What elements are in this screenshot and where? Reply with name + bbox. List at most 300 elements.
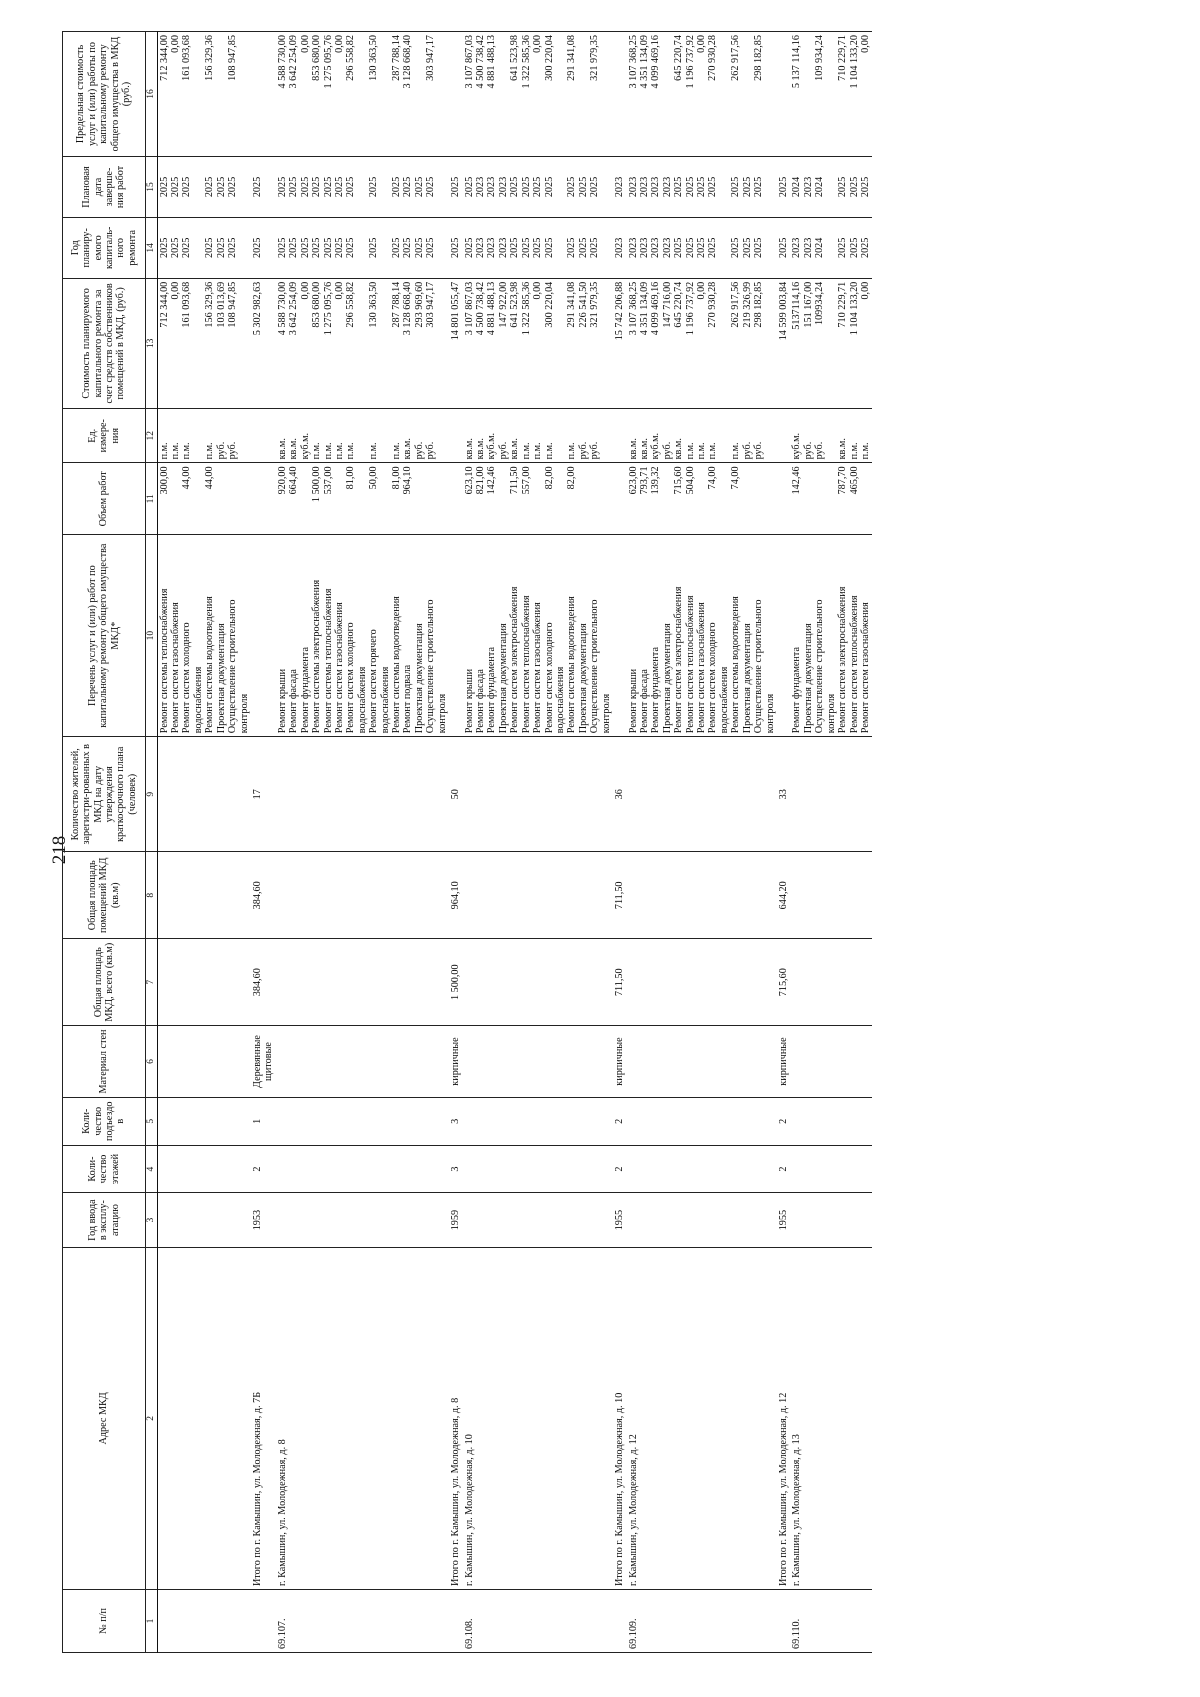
volume-list-line	[170, 466, 181, 531]
total-c7: 715,60	[777, 939, 790, 1026]
works-list-line: Проектная документация	[802, 623, 814, 734]
year-list-line: 2025	[589, 237, 601, 258]
units-list-line: п.м.	[696, 442, 708, 460]
units-list-line	[719, 412, 730, 459]
volume-list-line: 139,32	[650, 466, 662, 495]
empty-cell	[251, 535, 276, 737]
page-number: 218	[49, 835, 70, 865]
units-list-line: п.м.	[391, 442, 403, 460]
year-list-line	[555, 221, 566, 275]
column-number: 5	[146, 1097, 158, 1145]
limit-list-line	[803, 35, 814, 153]
due-list-line: 2025	[730, 176, 742, 198]
record-address	[157, 1247, 251, 1589]
total-c8: 964,10	[449, 852, 462, 939]
units-list-line	[765, 412, 776, 459]
total-c7: 711,50	[613, 939, 626, 1026]
cost-list-line: 3 642 254,09	[288, 281, 300, 336]
empty-cell	[449, 463, 462, 535]
works-list-line: Проектная документация	[215, 623, 227, 734]
column-header: № п/п	[63, 1590, 146, 1653]
limit-list-line: 321 979,35	[589, 35, 601, 81]
year-list-line: 2025	[566, 237, 578, 258]
total-c3: 1959	[449, 1193, 462, 1247]
column-header: Общая площадь МКД, всего (кв.м)	[63, 939, 146, 1026]
volume-list-line: 300,00	[158, 466, 170, 495]
limit-list-line: 291 341,08	[566, 35, 578, 81]
units-list-line: руб.	[413, 441, 425, 460]
due-list-line	[601, 160, 612, 214]
volume-list-line: 44,00	[204, 466, 216, 490]
total-due: 2025	[449, 157, 462, 218]
year-list-line: 2025	[345, 237, 357, 258]
volume-list-line: 537,00	[322, 466, 334, 495]
limit-list-line: 270 930,28	[707, 35, 719, 81]
due-list	[157, 157, 251, 218]
due-list-line: 2025	[425, 176, 437, 198]
volume-list-line: 44,00	[181, 466, 193, 490]
year-list-line: 2025	[402, 237, 414, 258]
cost-list-line: 291 341,08	[566, 281, 578, 328]
volume-list-line: 142,46	[486, 466, 498, 495]
total-c7: 1 500,00	[449, 939, 462, 1026]
total-label: Итого по г. Камышин, ул. Молодежная, д. 10	[613, 1247, 626, 1589]
record-address: г. Камышин, ул. Молодежная, д. 10	[463, 1247, 613, 1589]
volume-list-line: 793,71	[638, 466, 650, 495]
empty-cell	[463, 852, 613, 939]
year-list-line: 2024	[814, 237, 826, 258]
volume-list-line	[380, 466, 391, 531]
works-list-line: Ремонт системы водоотведения	[566, 596, 578, 734]
units-list-line: кв.м.	[463, 438, 475, 460]
due-list-line	[437, 160, 448, 214]
volume-list-line	[334, 466, 345, 531]
cost-list-line: 287 788,14	[391, 281, 403, 328]
works-list-line: контроля	[764, 693, 776, 734]
empty-cell	[449, 409, 462, 463]
total-due: 2023	[613, 157, 626, 218]
limit-list-line: 0,00	[859, 35, 871, 53]
column-number: 1	[146, 1590, 158, 1653]
column-header: Общая площадь помещений МКД (кв.м)	[63, 852, 146, 939]
limit-list-line	[193, 35, 204, 153]
limit-list-line: 4 588 730,00	[276, 35, 288, 89]
volume-list-line	[555, 466, 566, 531]
works-list-line: водоснабжения	[192, 666, 204, 734]
year-list-line: 2025	[170, 237, 182, 258]
empty-cell	[627, 737, 777, 852]
works-list	[627, 535, 777, 737]
works-list-line: Ремонт фундамента	[486, 647, 498, 734]
limit-list-line	[578, 35, 589, 153]
due-list-line: 2023	[627, 176, 639, 198]
empty-cell	[627, 1145, 777, 1193]
units-list-line: кв.м.	[837, 438, 849, 460]
units-list-line: п.м.	[684, 442, 696, 460]
total-year: 2023	[613, 217, 626, 278]
limit-list-line	[826, 35, 837, 153]
volume-list	[276, 463, 449, 535]
year-list-line: 2025	[333, 237, 345, 258]
volume-list-line: 715,60	[673, 466, 685, 495]
due-list-line: 2025	[707, 176, 719, 198]
units-list-line: кв.м.	[673, 438, 685, 460]
works-list-line: Проектная документация	[577, 623, 589, 734]
works-list-line: водоснабжения	[356, 666, 368, 734]
record-detail-row	[627, 32, 777, 1653]
cost-list-line: 0,00	[696, 281, 708, 300]
cost-list-line: 712 344,00	[158, 281, 170, 328]
year-list-line	[193, 221, 204, 275]
works-list-line: Ремонт систем холодного	[181, 622, 193, 734]
year-list-line: 2025	[837, 237, 849, 258]
volume-list-line	[814, 466, 825, 531]
empty-cell	[276, 939, 449, 1026]
year-list-line: 2025	[311, 237, 323, 258]
units-list-line	[239, 412, 250, 459]
volume-list-line	[589, 466, 600, 531]
works-list-line: Осуществление строительного	[814, 599, 826, 734]
capital-repair-table	[62, 31, 872, 1653]
column-header: Ед. измере-ния	[63, 409, 146, 463]
empty-cell	[613, 1590, 626, 1653]
column-number-row	[146, 32, 158, 1653]
year-list-line: 2023	[627, 237, 639, 258]
due-list-line: 2024	[814, 176, 826, 198]
record-number: 69.108.	[463, 1590, 613, 1653]
column-header: Перечень услуг и (или) работ по капитальному ремонту общего имущества МКД*	[63, 535, 146, 737]
cost-list-line: 3 107 368,25	[627, 281, 639, 336]
year-list-line: 2023	[475, 237, 487, 258]
limit-list-line: 130 363,50	[368, 35, 380, 81]
total-c8: 384,60	[251, 852, 276, 939]
volume-list-line	[227, 466, 238, 531]
column-header: Количество жителей, зарегистри-рованных в МКД на дату утверждения краткосрочного плана (человек)	[63, 737, 146, 852]
volume-list-line: 821,00	[475, 466, 487, 495]
works-list-line: Ремонт систем газоснабжения	[532, 602, 544, 734]
total-c8: 711,50	[613, 852, 626, 939]
limit-list-line: 4 099 469,16	[650, 35, 662, 89]
works-list-line: Ремонт фасада	[288, 669, 300, 734]
cost-list-line: 3 128 668,40	[402, 281, 414, 336]
due-list-line: 2025	[391, 176, 403, 198]
units-list-line: руб.	[577, 441, 589, 460]
units-list-line: п.м.	[848, 442, 860, 460]
column-header: Коли-чество этажей	[63, 1145, 146, 1193]
year-list-line	[437, 221, 448, 275]
column-number: 16	[146, 32, 158, 157]
column-header: Адрес МКД	[63, 1247, 146, 1589]
record-address: г. Камышин, ул. Молодежная, д. 13	[790, 1247, 872, 1589]
volume-list-line: 50,00	[368, 466, 380, 490]
cost-list-line: 270 930,28	[707, 281, 719, 328]
volume-list-line	[216, 466, 227, 531]
table-body	[157, 32, 872, 1653]
empty-cell	[790, 939, 872, 1026]
due-list-line: 2023	[650, 176, 662, 198]
limit-list-line	[742, 35, 753, 153]
due-list-line: 2025	[848, 176, 860, 198]
year-list-line: 2025	[577, 237, 589, 258]
works-list-line: контроля	[436, 693, 448, 734]
column-header: Год ввода в эксплу-атацию	[63, 1193, 146, 1247]
column-header: Предельная стоимость услуг и (или) работы по капитальному ремонту общего имущества в МКД (руб.)	[63, 32, 146, 157]
empty-cell	[777, 535, 790, 737]
column-number: 13	[146, 278, 158, 408]
total-c9: 33	[777, 737, 790, 852]
limit-list-line	[357, 35, 368, 153]
works-list-line: Ремонт системы теплоснабжения	[158, 588, 170, 734]
volume-list-line: 623,00	[627, 466, 639, 495]
total-c3: 1955	[777, 1193, 790, 1247]
works-list-line: Ремонт фундамента	[791, 647, 803, 734]
works-list-line: Ремонт фундамента	[299, 647, 311, 734]
due-list	[627, 157, 777, 218]
empty-cell	[276, 852, 449, 939]
limit-list-line: 4 351 134,09	[638, 35, 650, 89]
units-list-line	[437, 412, 448, 459]
empty-cell	[449, 32, 462, 157]
cost-list-line: 4 588 730,00	[276, 281, 288, 336]
limit-list-line: 300 220,04	[543, 35, 555, 81]
empty-cell	[613, 463, 626, 535]
total-year: 2025	[251, 217, 276, 278]
record-number: 69.110.	[790, 1590, 872, 1653]
cost-list-line: 4 099 469,16	[650, 281, 662, 336]
total-c6: кирпичные	[449, 1026, 462, 1098]
due-list-line: 2025	[276, 176, 288, 198]
empty-cell	[157, 1193, 251, 1247]
volume-list-line: 711,50	[509, 466, 521, 495]
volume-list-line: 623,10	[463, 466, 475, 495]
volume-list-line: 142,46	[791, 466, 803, 495]
empty-cell	[613, 535, 626, 737]
due-list-line: 2025	[509, 176, 521, 198]
year-list-line: 2025	[848, 237, 860, 258]
year-list-line	[357, 221, 368, 275]
cost-list-line: 296 558,82	[345, 281, 357, 328]
limit-list-line	[239, 35, 250, 153]
empty-cell	[463, 1026, 613, 1098]
cost-list-line	[193, 282, 204, 405]
volume-list	[627, 463, 777, 535]
year-list-line: 2025	[696, 237, 708, 258]
volume-list-line: 465,00	[848, 466, 860, 495]
empty-cell	[276, 1193, 449, 1247]
volume-list-line	[498, 466, 509, 531]
column-header: Стоимость планируемого капитального ремонта за счет средств собственников помещений в МКД, (руб.)	[63, 278, 146, 408]
volume-list	[157, 463, 251, 535]
column-number: 10	[146, 535, 158, 737]
year-list-line: 2025	[520, 237, 532, 258]
empty-cell	[627, 852, 777, 939]
year-list-line: 2023	[638, 237, 650, 258]
due-list-line: 2025	[181, 176, 193, 198]
works-list-line: Ремонт крыши	[463, 668, 475, 734]
cost-list-line: 219 326,99	[741, 281, 753, 328]
column-header: Объем работ	[63, 463, 146, 535]
year-list	[276, 217, 449, 278]
cost-list-line: 1 322 585,36	[520, 281, 532, 336]
limit-list-line	[216, 35, 227, 153]
year-list-line: 2025	[276, 237, 288, 258]
empty-cell	[251, 1590, 276, 1653]
year-list-line: 2025	[227, 237, 239, 258]
volume-list-line	[601, 466, 612, 531]
works-list-line: Ремонт систем газоснабжения	[696, 602, 708, 734]
year-list-line: 2025	[730, 237, 742, 258]
record-detail-row	[157, 32, 251, 1653]
cost-list-line	[437, 282, 448, 405]
limit-list-line: 3 107 867,03	[463, 35, 475, 89]
empty-cell	[777, 1590, 790, 1653]
units-list-line: п.м.	[322, 442, 334, 460]
cost-list-line: 298 182,85	[753, 281, 765, 328]
volume-list-line	[425, 466, 436, 531]
limit-list-line	[498, 35, 509, 153]
due-list-line: 2025	[696, 176, 708, 198]
limit-list-line: 1 275 095,76	[322, 35, 334, 89]
empty-cell	[276, 737, 449, 852]
column-number: 12	[146, 409, 158, 463]
total-c4: 3	[449, 1145, 462, 1193]
total-row	[777, 32, 790, 1653]
due-list-line: 2025	[684, 176, 696, 198]
record-number	[157, 1590, 251, 1653]
due-list-line: 2025	[577, 176, 589, 198]
cost-list-line	[719, 282, 730, 405]
empty-cell	[777, 32, 790, 157]
cost-list-line: 1 104 133,20	[848, 281, 860, 336]
total-row	[613, 32, 626, 1653]
volume-list-line	[765, 466, 776, 531]
units-list-line: кв.м.	[638, 438, 650, 460]
total-row	[251, 32, 276, 1653]
limit-list	[463, 32, 613, 157]
volume-list-line	[193, 466, 204, 531]
works-list-line: Ремонт систем электроснабжения	[837, 586, 849, 734]
year-list-line: 2025	[543, 237, 555, 258]
due-list-line: 2023	[802, 176, 814, 198]
cost-list-line: 0,00	[532, 281, 544, 300]
due-list-line: 2025	[753, 176, 765, 198]
units-list-line: п.м.	[566, 442, 578, 460]
works-list-line: Ремонт систем холодного	[345, 622, 357, 734]
empty-cell	[251, 409, 276, 463]
due-list-line	[357, 160, 368, 214]
volume-list-line	[437, 466, 448, 531]
due-list-line: 2025	[288, 176, 300, 198]
units-list-line: руб.	[215, 441, 227, 460]
record-detail-row	[463, 32, 613, 1653]
units-list-line: п.м.	[730, 442, 742, 460]
units-list-line: кв.м.	[509, 438, 521, 460]
volume-list-line	[742, 466, 753, 531]
year-list-line: 2025	[684, 237, 696, 258]
limit-list-line: 296 558,82	[345, 35, 357, 81]
total-c4: 2	[777, 1145, 790, 1193]
year-list	[627, 217, 777, 278]
cost-list-line: 147 716,00	[661, 281, 673, 328]
cost-list-line: 109934,24	[814, 281, 826, 326]
units-list-line: п.м.	[181, 442, 193, 460]
empty-cell	[627, 1097, 777, 1145]
year-list-line: 2025	[322, 237, 334, 258]
empty-cell	[463, 1097, 613, 1145]
year-list-line: 2025	[215, 237, 227, 258]
cost-list-line	[826, 282, 837, 405]
limit-list-line: 3 642 254,09	[288, 35, 300, 89]
volume-list	[790, 463, 872, 535]
cost-list-line: 645 220,74	[673, 281, 685, 328]
cost-list-line: 321 979,35	[589, 281, 601, 328]
column-number: 8	[146, 852, 158, 939]
cost-list-line: 5137114,16	[791, 281, 803, 330]
empty-cell	[157, 852, 251, 939]
works-list-line: Ремонт систем газоснабжения	[170, 602, 182, 734]
works-list-line: Ремонт систем газоснабжения	[333, 602, 345, 734]
cost-list-line	[765, 282, 776, 405]
column-header: Коли-чество подъездо в	[63, 1097, 146, 1145]
volume-list-line: 787,70	[837, 466, 849, 495]
due-list-line: 2025	[589, 176, 601, 198]
due-list	[276, 157, 449, 218]
units-list-line	[380, 412, 391, 459]
cost-list-line: 303 947,17	[425, 281, 437, 328]
year-list-line: 2025	[509, 237, 521, 258]
total-c6: кирпичные	[613, 1026, 626, 1098]
volume-list-line: 504,00	[684, 466, 696, 495]
units-list-line: руб.	[589, 441, 601, 460]
empty-cell	[276, 1145, 449, 1193]
works-list-line: Ремонт фундамента	[650, 647, 662, 734]
limit-list-line: 710 229,71	[837, 35, 849, 81]
total-year: 2025	[777, 217, 790, 278]
year-list-line: 2025	[707, 237, 719, 258]
year-list-line	[765, 221, 776, 275]
limit-list-line	[380, 35, 391, 153]
units-list	[276, 409, 449, 463]
record-detail-row	[276, 32, 449, 1653]
works-list-line: Проектная документация	[413, 623, 425, 734]
year-list	[463, 217, 613, 278]
limit-list-line: 161 093,68	[181, 35, 193, 81]
cost-list-line: 3 107 867,03	[463, 281, 475, 336]
works-list	[463, 535, 613, 737]
works-list-line: Ремонт систем теплоснабжения	[848, 595, 860, 734]
volume-list-line: 964,10	[402, 466, 414, 495]
year-list-line: 2025	[741, 237, 753, 258]
column-number: 14	[146, 217, 158, 278]
limit-list-line: 108 947,85	[227, 35, 239, 81]
volume-list-line	[239, 466, 250, 531]
cost-list-line: 0,00	[333, 281, 345, 300]
cost-list-line: 4 351 134,09	[638, 281, 650, 336]
units-list-line	[555, 412, 566, 459]
limit-list-line: 712 344,00	[158, 35, 170, 81]
total-cost: 14 599 003,84	[777, 278, 790, 408]
empty-cell	[157, 939, 251, 1026]
year-list-line: 2025	[288, 237, 300, 258]
volume-list-line	[578, 466, 589, 531]
units-list-line	[193, 412, 204, 459]
due-list-line	[765, 160, 776, 214]
units-list-line: руб.	[814, 441, 826, 460]
works-list-line: Осуществление строительного	[589, 599, 601, 734]
volume-list-line	[719, 466, 730, 531]
limit-list-line: 853 680,00	[311, 35, 323, 81]
total-label: Итого по г. Камышин, ул. Молодежная, д. 7Б	[251, 1247, 276, 1589]
